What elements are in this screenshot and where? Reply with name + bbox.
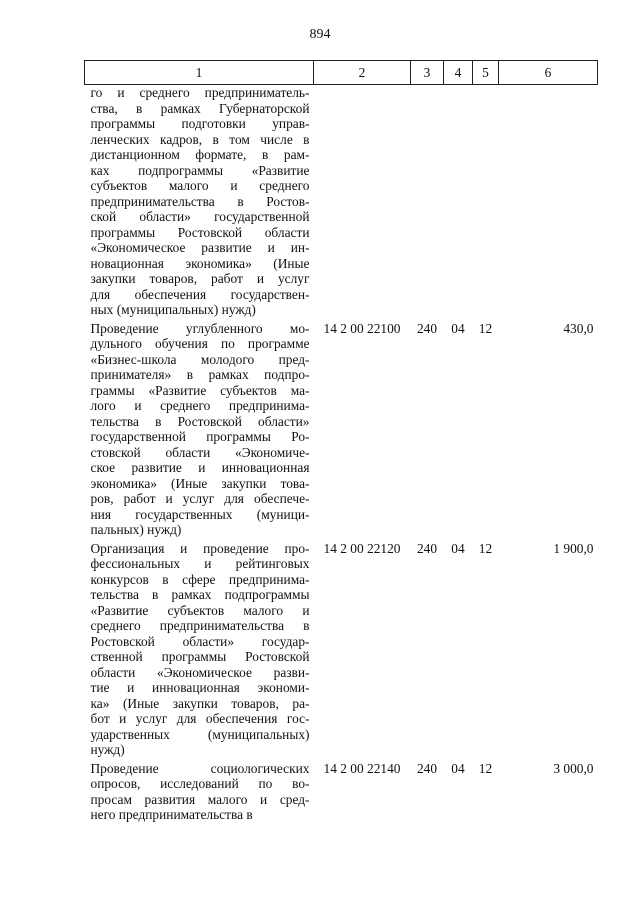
description-line: дульного обучения по программе — [90, 336, 310, 351]
description-line: «Развитие субъектов малого и — [90, 602, 310, 618]
description-line: предпринимательства в Ростов- — [90, 193, 310, 209]
row-section: 04 — [451, 540, 465, 556]
description-line: субъектов малого и среднего — [90, 178, 310, 193]
description-line: го и среднего предприниматель- — [90, 85, 310, 100]
table-body — [85, 85, 598, 823]
row-amount: 430,0 — [563, 320, 594, 336]
description-line: опросов, исследований по во- — [90, 776, 310, 791]
description-line: закупки товаров, работ и услуг — [90, 271, 310, 286]
description-line: для обеспечения государствен- — [90, 286, 310, 302]
row-section: 04 — [451, 760, 465, 776]
description-line: среднего предпринимательства в — [90, 618, 310, 633]
description-line: программы Ростовской области — [90, 224, 310, 240]
row-description — [85, 538, 314, 758]
header-col-4: 4 — [444, 61, 473, 85]
description-line: дистанционном формате, в рам- — [90, 147, 310, 162]
row-description — [85, 758, 314, 823]
description-line: тие и инновационная экономи- — [90, 680, 310, 695]
description-line: просам развития малого и сред- — [90, 791, 310, 807]
description-line: государственной программы Ро- — [90, 429, 310, 444]
row-expense-type — [411, 85, 444, 318]
row-code: 14 2 00 22140 — [323, 760, 401, 776]
description-line: ской области» государственной — [90, 209, 310, 224]
description-line: новационная экономика» (Иные — [90, 255, 310, 271]
row-expense-type: 240 — [416, 320, 438, 336]
description-line: «Экономическое развитие и ин- — [90, 240, 310, 255]
table-row — [85, 538, 598, 758]
row-code — [314, 85, 411, 318]
row-amount — [499, 85, 598, 318]
description-line: ка» (Иные закупки товаров, ра- — [90, 695, 310, 711]
page-number: 894 — [309, 27, 331, 42]
description-line: ных (муниципальных) нужд) — [90, 302, 256, 317]
description-line: фессиональных и рейтинговых — [90, 556, 310, 571]
table-row — [85, 85, 598, 318]
description-line: Проведение углубленного мо- — [90, 320, 310, 336]
row-subsection: 12 — [478, 320, 493, 336]
description-line: «Бизнес-школа молодого пред- — [90, 351, 310, 367]
description-line: тельства в Ростовской области» — [90, 413, 310, 429]
description-line: бот и услуг для обеспечения гос- — [90, 711, 310, 726]
description-line: ства, в рамках Губернаторской — [90, 100, 310, 116]
description-line: него предпринимательства в — [90, 807, 253, 822]
row-subsection: 12 — [478, 760, 493, 776]
table-row — [85, 318, 598, 538]
description-line: пальных) нужд) — [90, 522, 182, 537]
description-line: ленческих кадров, в том числе в — [90, 131, 310, 147]
row-code: 14 2 00 22100 — [323, 320, 401, 336]
row-expense-type: 240 — [416, 760, 438, 776]
row-amount: 1 900,0 — [553, 540, 594, 556]
budget-table — [84, 60, 598, 823]
description-line: ское развитие и инновационная — [90, 460, 310, 475]
header-col-1: 1 — [85, 61, 314, 85]
table-row — [85, 758, 598, 823]
row-amount: 3 000,0 — [553, 760, 594, 776]
description-line: программы подготовки управ- — [90, 116, 310, 131]
row-subsection: 12 — [478, 540, 493, 556]
description-line: лого и среднего предпринима- — [90, 398, 310, 413]
description-line: Организация и проведение про- — [90, 540, 310, 556]
row-description — [85, 85, 314, 318]
header-row — [85, 61, 598, 85]
description-line: ственной программы Ростовской — [90, 649, 310, 664]
row-section: 04 — [451, 320, 465, 336]
header-col-6: 6 — [499, 61, 598, 85]
description-line: области «Экономическое разви- — [90, 664, 310, 680]
row-section — [444, 85, 473, 318]
description-line: ударственных (муниципальных) — [90, 726, 310, 742]
row-expense-type: 240 — [416, 540, 438, 556]
description-line: граммы «Развитие субъектов ма- — [90, 382, 310, 398]
description-line: принимателя» в рамках подпро- — [90, 367, 310, 382]
row-description — [85, 318, 314, 538]
description-line: Проведение социологических — [90, 760, 310, 776]
description-line: тельства в рамках подпрограммы — [90, 587, 310, 602]
description-line: ров, работ и услуг для обеспече- — [90, 491, 310, 506]
description-line: Ростовской области» государ- — [90, 633, 310, 649]
header-col-2: 2 — [314, 61, 411, 85]
header-col-5: 5 — [473, 61, 499, 85]
table-header — [85, 61, 598, 85]
row-code: 14 2 00 22120 — [323, 540, 401, 556]
header-col-3: 3 — [411, 61, 444, 85]
description-line: конкурсов в сфере предпринима- — [90, 571, 310, 587]
row-subsection — [473, 85, 499, 318]
description-line: ния государственных (муници- — [90, 506, 310, 522]
description-line: нужд) — [90, 742, 125, 757]
description-line: ках подпрограммы «Развитие — [90, 162, 310, 178]
description-line: экономика» (Иные закупки това- — [90, 475, 310, 491]
description-line: стовской области «Экономиче- — [90, 444, 310, 460]
